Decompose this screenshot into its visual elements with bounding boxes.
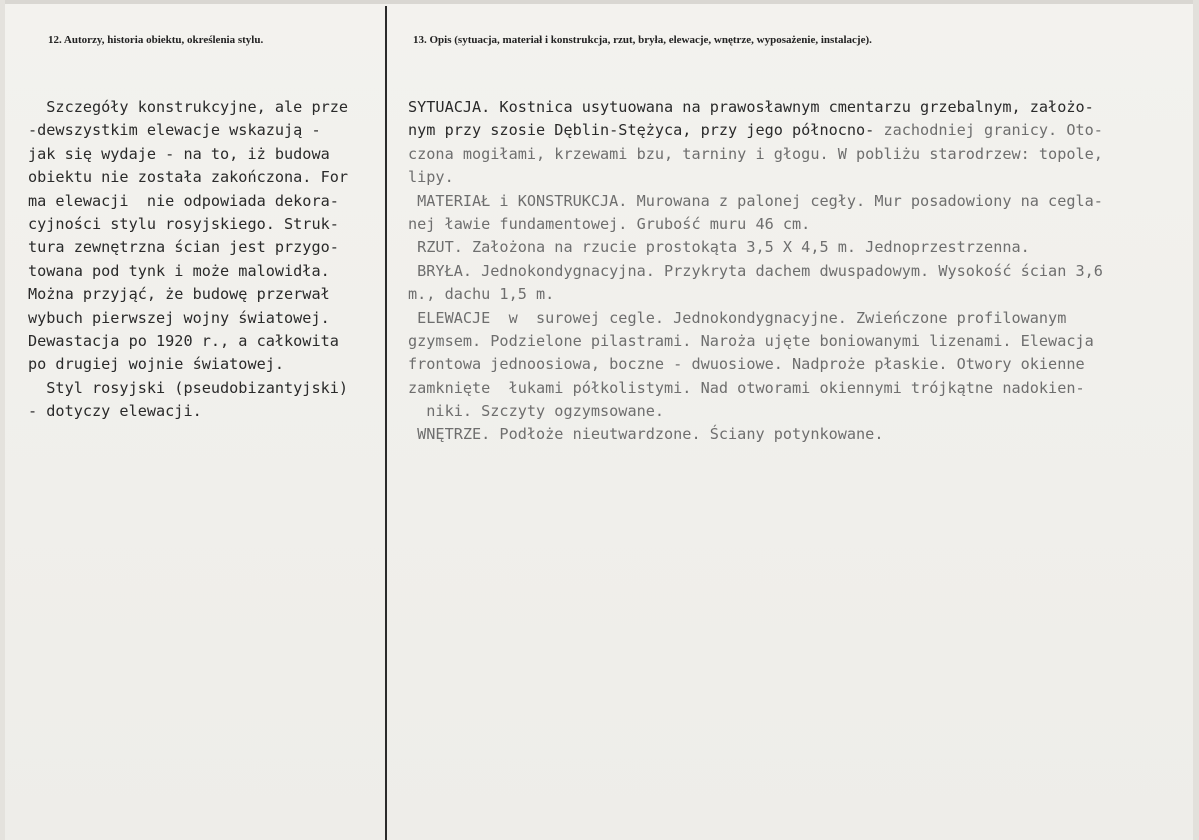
text-line xyxy=(408,283,1193,306)
text-line xyxy=(408,307,1193,330)
typed-text-faint: frontowa jednoosiowa, boczne - dwuosiowe. Nadproże płaskie. Otwory okienne xyxy=(408,355,1085,374)
typed-text-faint: m., dachu 1,5 m. xyxy=(408,285,555,304)
text-line: -dewszystkim elewacje wskazują - xyxy=(28,121,321,140)
text-line xyxy=(408,423,1193,446)
card-right-edge xyxy=(1193,0,1199,840)
typed-text-faint: ELEWACJE w surowej cegle. Jednokondygnacyjne. Zwieńczone profilowanym xyxy=(408,308,1067,327)
text-line: Szczegóły konstrukcyjne, ale prze xyxy=(28,98,349,116)
text-line: jak się wydaje - na to, iż budowa xyxy=(28,144,330,163)
text-line xyxy=(408,330,1193,353)
text-line xyxy=(408,190,1193,213)
typed-text-dark: nym przy szosie Dęblin-Stężyca, przy jego północno- xyxy=(408,121,875,140)
text-line xyxy=(408,400,1193,423)
text-line: towana pod tynk i może malowidła. xyxy=(28,261,330,280)
history-style-text xyxy=(28,96,388,423)
typed-text-faint: czona mogiłami, krzewami bzu, tarniny i głogu. W pobliżu starodrzew: topole, xyxy=(408,144,1103,163)
text-line: cyjności stylu rosyjskiego. Struk- xyxy=(28,214,339,233)
typed-text-faint: MATERIAŁ i KONSTRUKCJA. Murowana z palonej cegły. Mur posadowiony na cegla- xyxy=(408,191,1103,210)
text-line: Styl rosyjski (pseudobizantyjski) xyxy=(28,378,349,397)
text-line: Można przyjąć, że budowę przerwał xyxy=(28,285,330,304)
typed-text-dark: SYTUACJA. Kostnica usytuowana na prawosławnym cmentarzu grzebalnym, założo- xyxy=(408,98,1094,116)
section-13-heading: 13. Opis (sytuacja, materiał i konstrukcja, rzut, bryła, elewacje, wnętrze, wyposażenie, instalacje). xyxy=(413,34,872,46)
text-line: obiektu nie została zakończona. For xyxy=(28,168,349,187)
text-line xyxy=(408,377,1193,400)
typed-text-faint: RZUT. Założona na rzucie prostokąta 3,5 X 4,5 m. Jednoprzestrzenna. xyxy=(408,238,1030,257)
text-line xyxy=(408,213,1193,236)
text-line: wybuch pierwszej wojny światowej. xyxy=(28,308,330,327)
text-line xyxy=(408,166,1193,189)
text-line xyxy=(408,119,1193,142)
typed-text-faint: lipy. xyxy=(408,168,454,187)
typed-text-faint: zamknięte łukami półkolistymi. Nad otworami okiennymi trójkątne nadokien- xyxy=(408,378,1085,397)
card-left-edge xyxy=(0,0,5,840)
text-line xyxy=(408,353,1193,376)
text-line xyxy=(408,260,1193,283)
text-line xyxy=(408,143,1193,166)
text-line: Dewastacja po 1920 r., a całkowita xyxy=(28,331,339,350)
text-line xyxy=(408,96,1193,119)
typed-text-faint: niki. Szczyty ogzymsowane. xyxy=(408,402,665,421)
typed-text-faint: nej ławie fundamentowej. Grubość muru 46 cm. xyxy=(408,214,811,233)
typed-text-faint: gzymsem. Podzielone pilastrami. Naroża ujęte boniowanymi lizenami. Elewacja xyxy=(408,331,1094,350)
description-text xyxy=(408,96,1193,447)
text-line xyxy=(408,236,1193,259)
text-line: - dotyczy elewacji. xyxy=(28,402,202,421)
text-line: tura zewnętrzna ścian jest przygo- xyxy=(28,238,339,257)
card-top-edge xyxy=(0,0,1199,4)
typed-text-faint: zachodniej granicy. Oto- xyxy=(874,121,1103,140)
section-12-heading: 12. Autorzy, historia obiektu, określenia stylu. xyxy=(48,34,264,46)
typed-text-faint: BRYŁA. Jednokondygnacyjna. Przykryta dachem dwuspadowym. Wysokość ścian 3,6 xyxy=(408,261,1103,280)
text-line: po drugiej wojnie światowej. xyxy=(28,355,285,374)
text-line: ma elewacji nie odpowiada dekora- xyxy=(28,191,339,210)
typed-text-faint: WNĘTRZE. Podłoże nieutwardzone. Ściany potynkowane. xyxy=(408,425,884,444)
